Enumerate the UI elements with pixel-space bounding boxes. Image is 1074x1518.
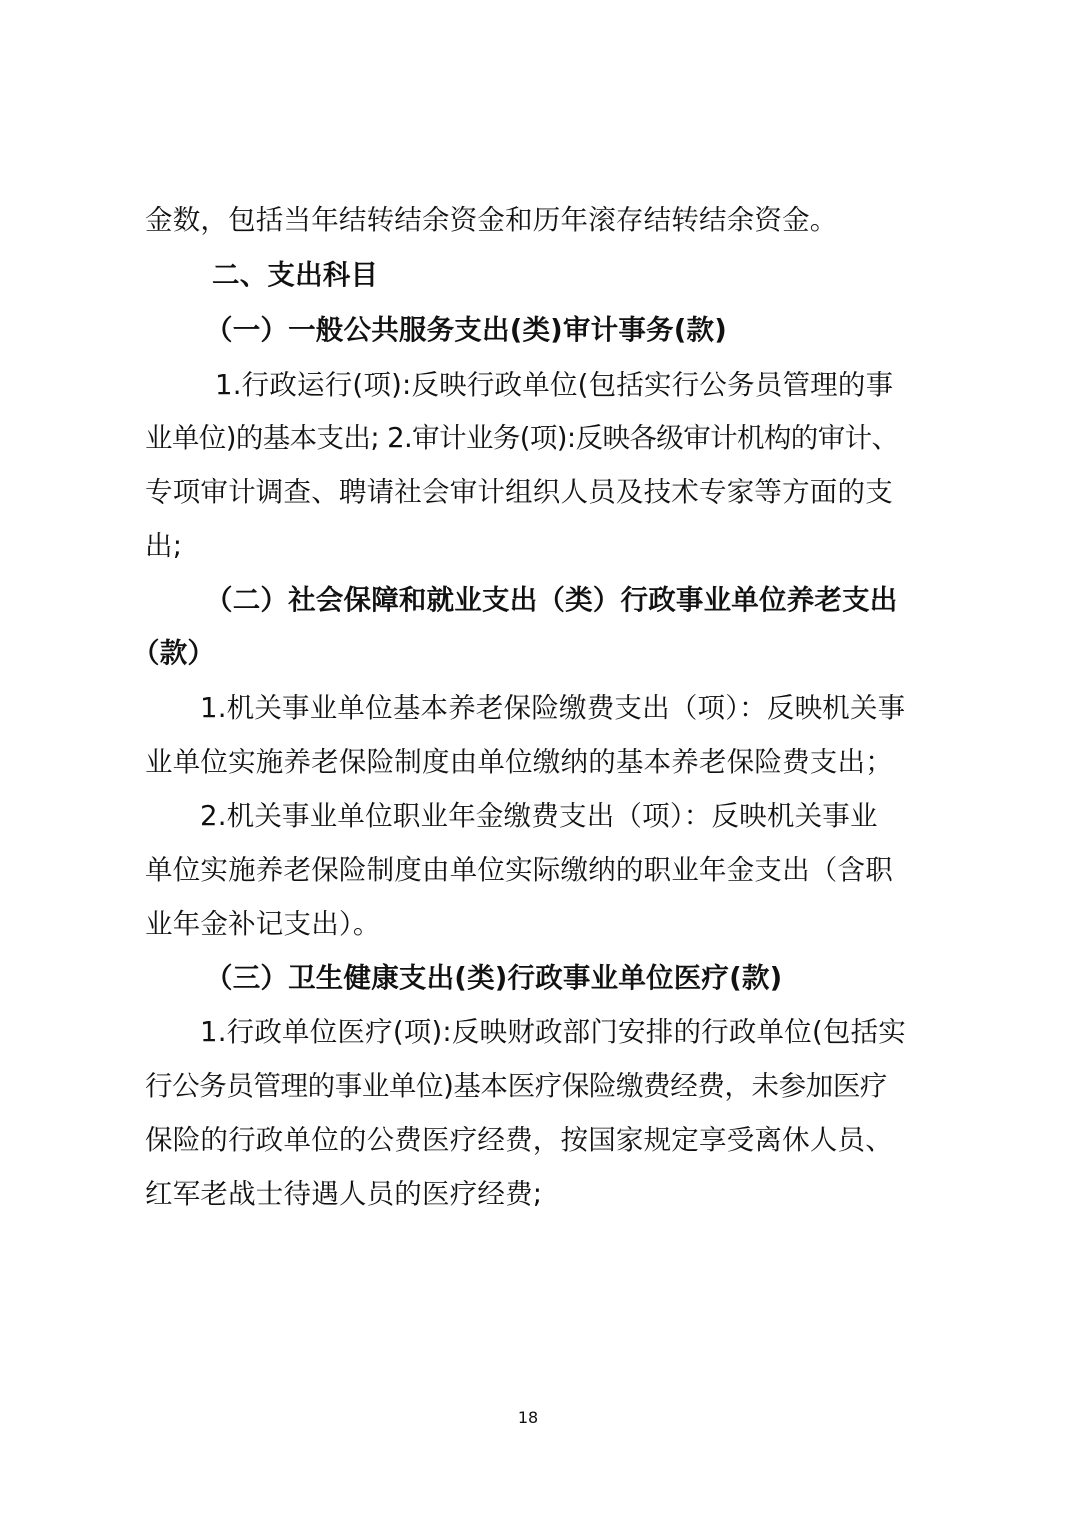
body-text-line: 专项审计调查、聘请社会审计组织人员及技术专家等方面的支 [145, 476, 893, 508]
body-text-line: 1.行政运行(项):反映行政单位(包括实行公务员管理的事 [215, 369, 894, 401]
body-text-line: 业单位)的基本支出; 2.审计业务(项):反映各级审计机构的审计、 [145, 422, 899, 454]
subsection-heading: （二）社会保障和就业支出（类）行政事业单位养老支出 [205, 584, 898, 616]
subsection-heading: （三）卫生健康支出(类)行政事业单位医疗(款) [205, 962, 783, 994]
body-text-line: 1.机关事业单位基本养老保险缴费支出（项）：反映机关事 [200, 692, 906, 724]
body-text-line: 出; [145, 530, 183, 562]
subsection-heading: （一）一般公共服务支出(类)审计事务(款) [205, 314, 727, 346]
body-text-line: 红军老战士待遇人员的医疗经费; [145, 1178, 543, 1210]
body-text-line: 1.行政单位医疗(项):反映财政部门安排的行政单位(包括实 [200, 1016, 906, 1048]
body-text-line: 2.机关事业单位职业年金缴费支出（项）：反映机关事业 [200, 800, 878, 832]
body-text-line: 金数，包括当年结转结余资金和历年滚存结转结余资金。 [145, 204, 838, 236]
body-text-line: 保险的行政单位的公费医疗经费，按国家规定享受离休人员、 [145, 1124, 893, 1156]
body-text-line: 业单位实施养老保险制度由单位缴纳的基本养老保险费支出； [145, 746, 893, 778]
page-number: 18 [517, 1408, 539, 1427]
section-heading: 二、支出科目 [212, 259, 379, 291]
body-text-line: 业年金补记支出）。 [145, 908, 381, 940]
body-text-line: 单位实施养老保险制度由单位实际缴纳的职业年金支出（含职 [145, 854, 893, 886]
body-text-line: 行公务员管理的事业单位)基本医疗保险缴费经费，未参加医疗 [145, 1070, 888, 1102]
subsection-heading: （款） [132, 637, 216, 669]
